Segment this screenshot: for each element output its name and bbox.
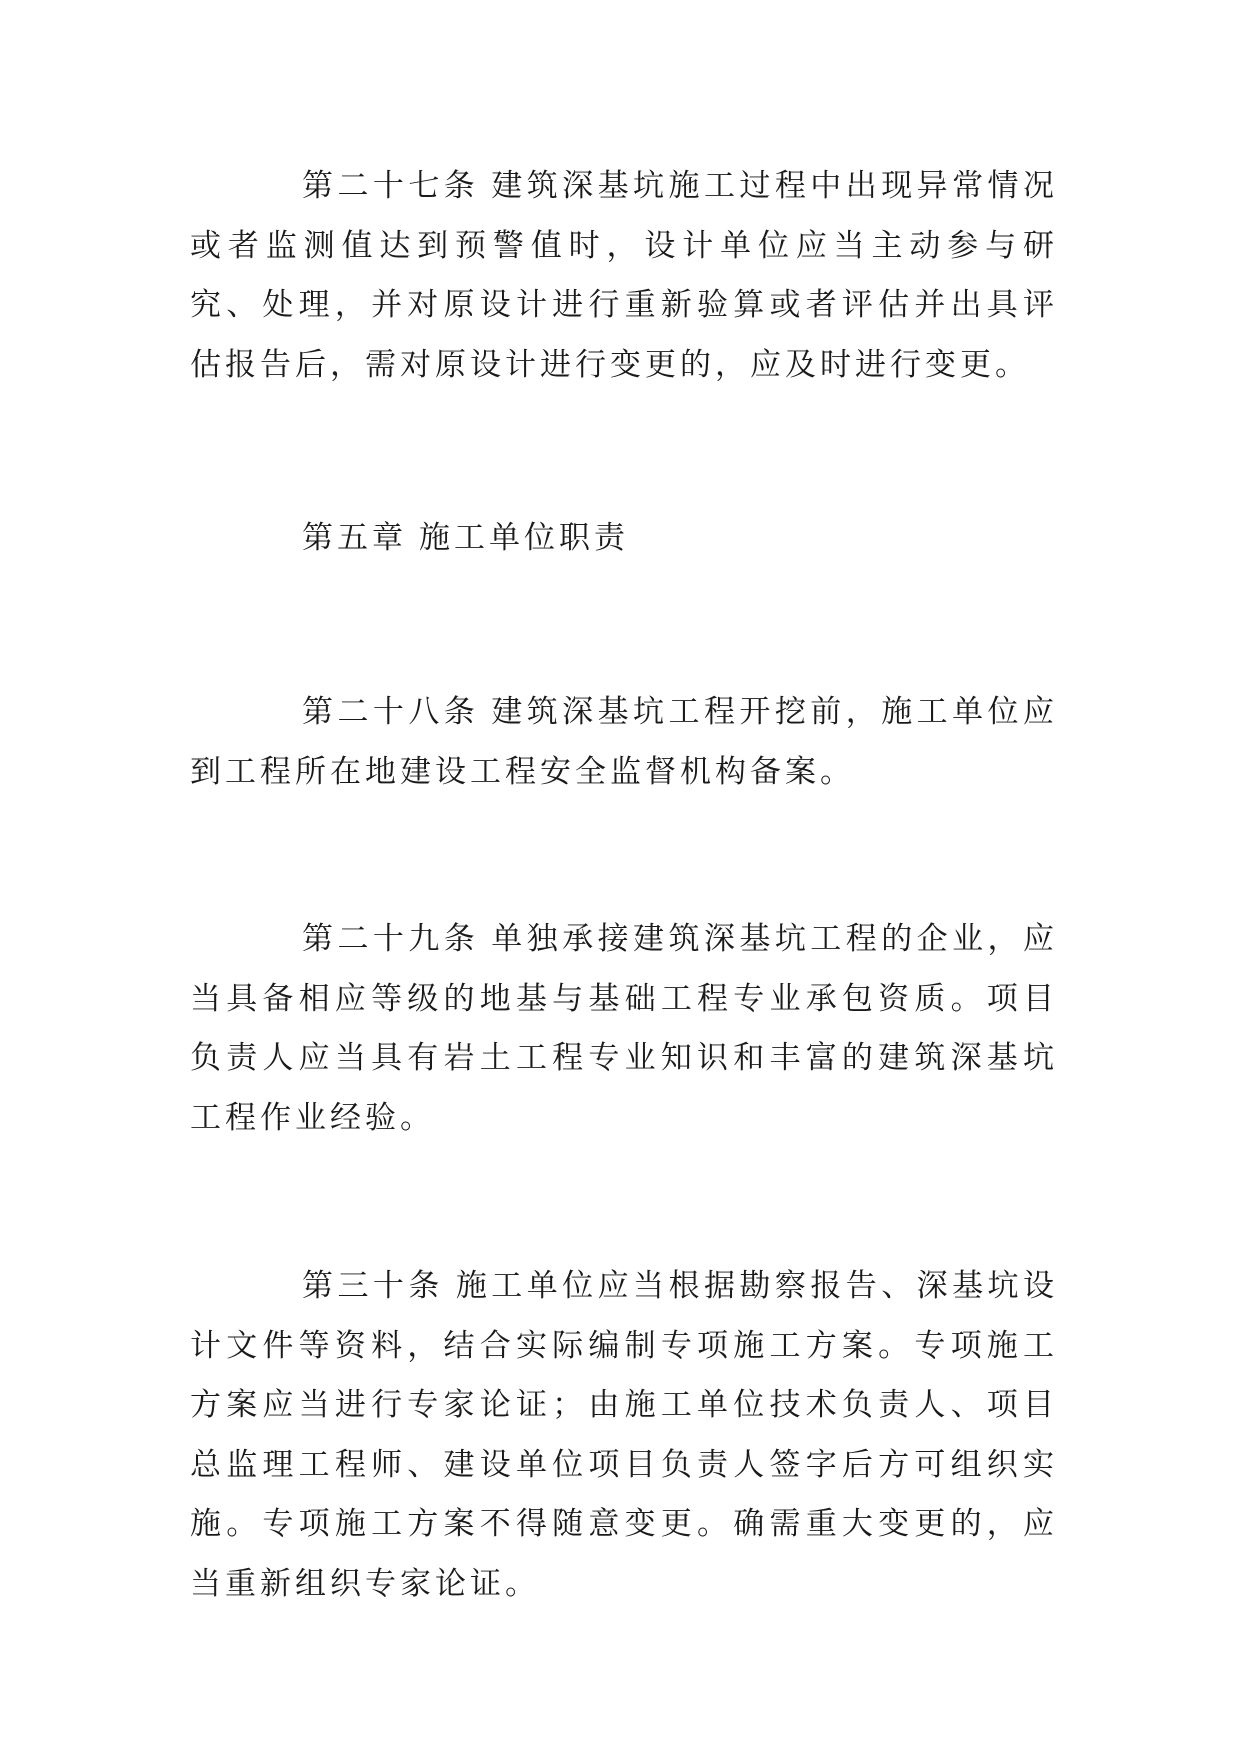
article-text: 建筑深基坑工程开挖前，施工单位应到工程所在地建设工程安全监督机构备案。: [190, 694, 1058, 790]
article-text: 建筑深基坑施工过程中出现异常情况或者监测值达到预警值时，设计单位应当主动参与研究、处理，并对原设计进行重新验算或者评估并出具评估报告后，需对原设计进行变更的，应及时进行变更。: [190, 168, 1058, 383]
article-label: 第三十条: [302, 1268, 444, 1304]
article-text: 单独承接建筑深基坑工程的企业，应当具备相应等级的地基与基础工程专业承包资质。项目负责人应当具有岩土工程专业知识和丰富的建筑深基坑工程作业经验。: [190, 921, 1058, 1136]
article-text: 施工单位应当根据勘察报告、深基坑设计文件等资料，结合实际编制专项施工方案。专项施工方案应当进行专家论证；由施工单位技术负责人、项目总监理工程师、建设单位项目负责人签字后方可组织实施。专项施工方案不得随意变更。确需重大变更的，应当重新组织专家论证。: [190, 1268, 1059, 1602]
article-27: [190, 157, 1058, 395]
chapter-heading: [302, 509, 629, 569]
article-label: 第二十八条: [302, 694, 480, 730]
article-30: [190, 1257, 1058, 1614]
chapter-title: 施工单位职责: [419, 520, 629, 556]
article-label: 第二十七条: [302, 168, 480, 204]
article-label: 第二十九条: [302, 921, 480, 957]
article-28: [190, 683, 1058, 802]
chapter-label: 第五章: [302, 520, 407, 556]
article-29: [190, 910, 1058, 1148]
